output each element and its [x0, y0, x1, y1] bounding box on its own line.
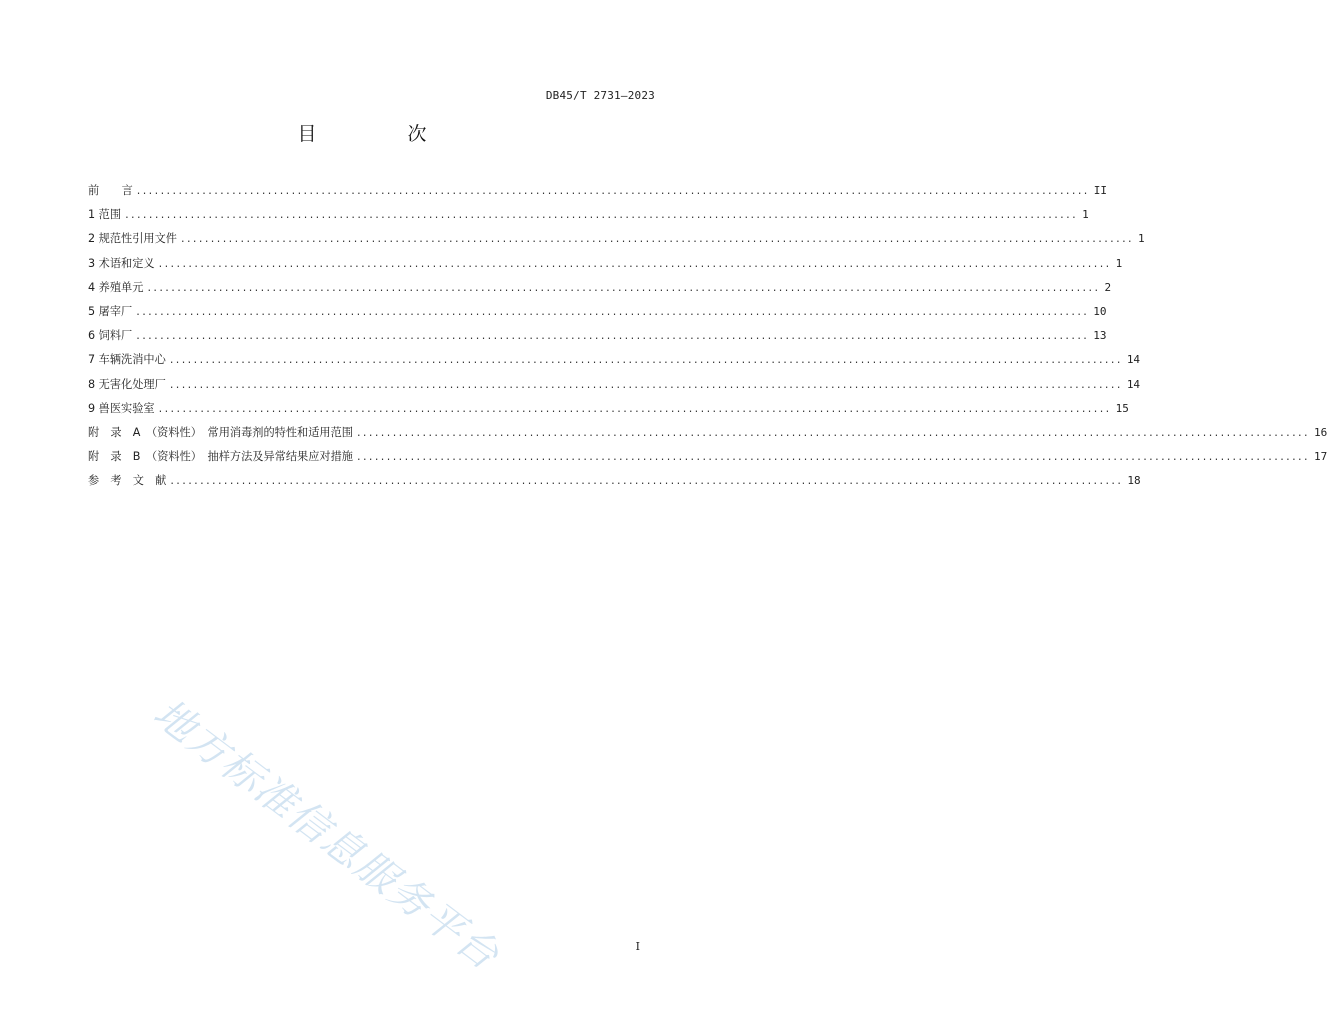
toc-leader-dots: ................................................................................................................................................................ [158, 401, 1112, 415]
toc-entry-label: 附 录 A （资料性） 常用消毒剂的特性和适用范围 [88, 425, 353, 439]
toc-entry-terms[interactable] [88, 254, 1123, 278]
toc-leader-dots: ................................................................................................................................................................ [181, 232, 1134, 246]
toc-entry-page: 1 [1115, 256, 1123, 270]
toc-entry-appendix-a[interactable] [88, 423, 1327, 447]
toc-leader-dots: ................................................................................................................................................................ [356, 450, 1310, 464]
toc-leader-dots: ................................................................................................................................................................ [125, 208, 1079, 222]
toc-entry-appendix-b[interactable] [88, 447, 1327, 471]
toc-entry-foreword[interactable] [88, 181, 1108, 205]
toc-leader-dots: ................................................................................................................................................................ [169, 353, 1123, 367]
toc-entry-label: 8 无害化处理厂 [88, 377, 166, 391]
toc-entry-page: 1 [1082, 208, 1089, 222]
toc-entry-page: 13 [1093, 329, 1107, 343]
toc-entry-page: 17 [1313, 450, 1327, 464]
toc-entry-page: 1 [1138, 232, 1145, 246]
toc-entry-page: 10 [1093, 304, 1107, 318]
toc-entry-veterinary-lab[interactable] [88, 399, 1129, 423]
toc-entry-page: 18 [1127, 474, 1141, 488]
toc-entry-page: 14 [1126, 377, 1141, 391]
toc-entry-page: 14 [1126, 353, 1141, 367]
watermark: 地方标准信息服务平台 [144, 690, 509, 980]
toc-entry-label: 4 养殖单元 [88, 280, 144, 294]
toc-entry-label: 5 屠宰厂 [88, 304, 133, 318]
toc-leader-dots: ................................................................................................................................................................ [136, 304, 1090, 318]
toc-entry-label: 6 饲料厂 [88, 329, 133, 343]
toc-entry-page: 15 [1115, 401, 1129, 415]
toc-entry-label: 前 言 [88, 184, 133, 197]
toc-entry-breeding-unit[interactable] [88, 278, 1112, 302]
toc-leader-dots: ................................................................................................................................................................ [136, 329, 1090, 343]
toc-entry-label: 2 规范性引用文件 [88, 232, 177, 246]
standard-code: DB45/T 2731—2023 [545, 89, 655, 102]
toc-entry-harmless-treatment-plant[interactable] [88, 375, 1141, 399]
toc-entry-scope[interactable] [88, 205, 1089, 229]
toc-entry-normative-references[interactable] [88, 229, 1145, 253]
toc-leader-dots: ................................................................................................................................................................ [147, 280, 1101, 294]
toc-entry-feed-mill[interactable] [88, 326, 1107, 350]
toc-entry-label: 9 兽医实验室 [88, 401, 155, 415]
table-of-contents [88, 181, 1327, 495]
toc-entry-label: 附 录 B （资料性） 抽样方法及异常结果应对措施 [88, 450, 353, 464]
toc-leader-dots: ................................................................................................................................................................ [356, 425, 1310, 439]
toc-leader-dots: ................................................................................................................................................................ [170, 474, 1124, 488]
toc-entry-page: II [1093, 184, 1108, 197]
toc-entry-label: 7 车辆洗消中心 [88, 353, 166, 367]
page-title: 目 次 [297, 123, 463, 145]
toc-entry-label: 3 术语和定义 [88, 256, 155, 270]
toc-leader-dots: ................................................................................................................................................................ [158, 256, 1112, 270]
toc-entry-slaughterhouse[interactable] [88, 302, 1107, 326]
toc-entry-label: 参 考 文 献 [88, 474, 167, 488]
toc-entry-label: 1 范围 [88, 208, 122, 222]
toc-entry-page: 2 [1104, 280, 1112, 294]
toc-entry-vehicle-wash-center[interactable] [88, 350, 1141, 374]
toc-entry-page: 16 [1313, 425, 1327, 439]
toc-leader-dots: ................................................................................................................................................................ [169, 377, 1123, 391]
page-number: I [635, 940, 640, 953]
toc-entry-bibliography[interactable] [88, 471, 1141, 495]
toc-leader-dots: ................................................................................................................................................................ [136, 184, 1090, 197]
